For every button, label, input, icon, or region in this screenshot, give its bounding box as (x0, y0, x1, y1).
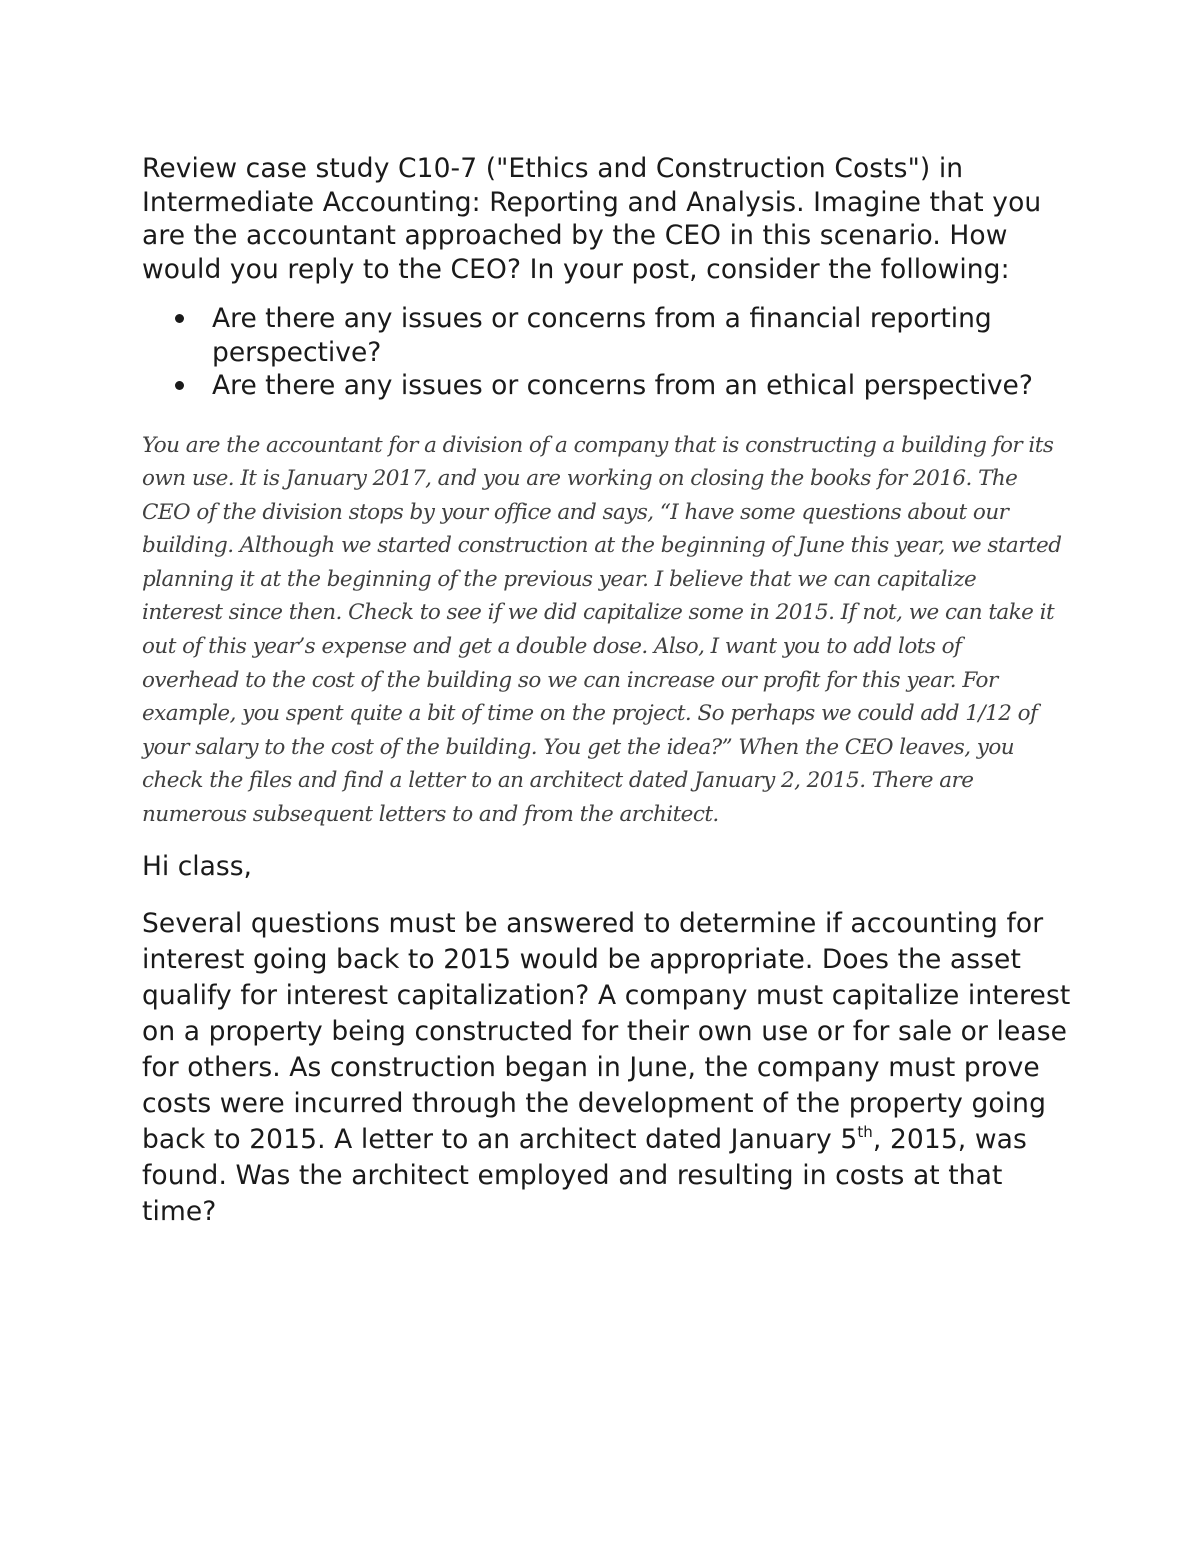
bullet-icon (175, 314, 184, 323)
ordinal-suffix: th (857, 1122, 873, 1141)
question-text: Are there any issues or concerns from a financial reporting perspective? (212, 303, 992, 368)
question-list (142, 302, 1072, 403)
greeting: Hi class, (142, 850, 252, 882)
answer-paragraph (142, 906, 1072, 1230)
list-item (142, 369, 1072, 403)
assignment-prompt: Review case study C10-7 ("Ethics and Construction Costs") in Intermediate Accounting: Reporting and Analysis. Imagine that you are the accountant approached by the CEO in this scenario. How would you reply to the CEO? In your post, consider the following: (142, 153, 1042, 285)
case-scenario: You are the accountant for a division of a company that is constructing a building for its own use. It is January 2017, and you are working on closing the books for 2016. The CEO of the division stops by your office and says, “I have some questions about our building. Although we started construction at the beginning of June this year, we started planning it at the beginning of the previous year. I believe that we can capitalize interest since then. Check to see if we did capitalize some in 2015. If not, we can take it out of this year’s expense and get a double dose. Also, I want you to add lots of overhead to the cost of the building so we can increase our profit for this year. For example, you spent quite a bit of time on the project. So perhaps we could add 1/12 of your salary to the cost of the building. You get the idea?” When the CEO leaves, you check the files and find a letter to an architect dated January 2, 2015. There are numerous subsequent letters to and from the architect. (142, 432, 1062, 828)
document-content (142, 152, 1072, 1230)
answer-text: Several questions must be answered to determine if accounting for interest going back to 2015 would be appropriate. Does the asset qualify for interest capitalization? A company must capitalize interest on a property being constructed for their own use or for sale or lease for others. As construction began in June, the company must prove costs were incurred through the development of the property going back to 2015. A letter to an architect dated January 5 (142, 907, 1071, 1155)
question-text: Are there any issues or concerns from an ethical perspective? (212, 370, 1033, 401)
answer-text-end: , 2015, was found. Was the architect employed and resulting in costs at that time? (142, 1123, 1027, 1227)
list-item (142, 302, 1072, 369)
bullet-icon (175, 381, 184, 390)
